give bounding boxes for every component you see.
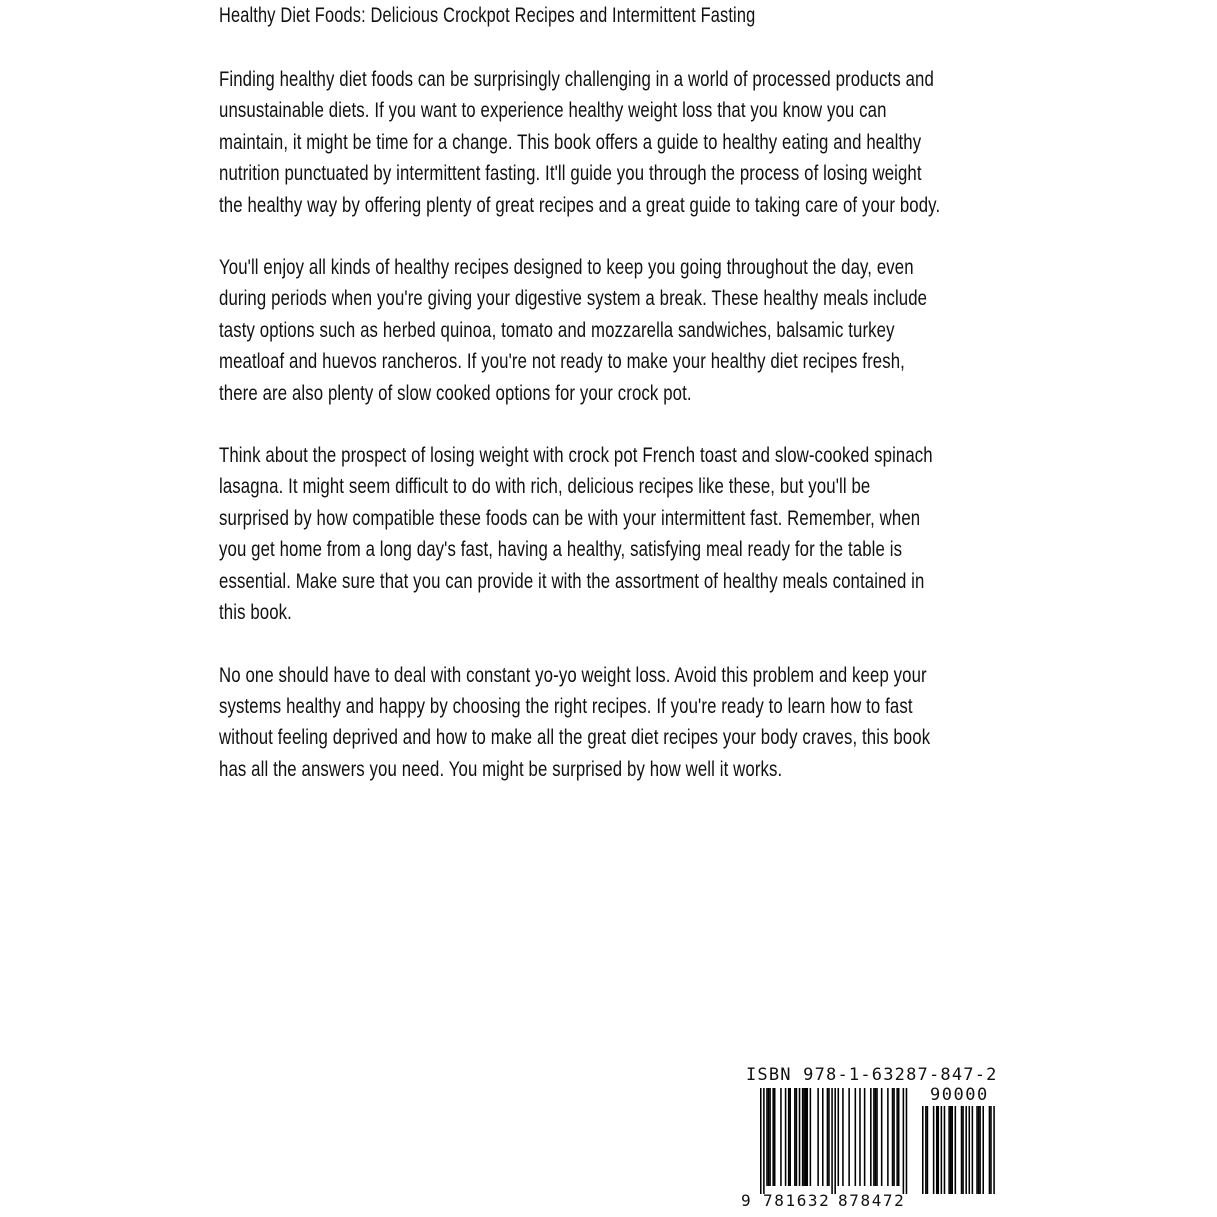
blurb-paragraph bbox=[219, 660, 991, 786]
barcode-bar bbox=[848, 1088, 850, 1186]
barcode-bar bbox=[898, 1088, 900, 1186]
barcode-addon-bar bbox=[950, 1106, 952, 1194]
barcode-addon-bar bbox=[962, 1106, 964, 1194]
barcode-guard-bar bbox=[760, 1088, 762, 1194]
barcode-addon-bar bbox=[925, 1106, 927, 1194]
blurb-line: Finding healthy diet foods can be surprisingly challenging in a world of processed products and bbox=[219, 67, 934, 91]
barcode-bar bbox=[789, 1088, 791, 1186]
barcode-bar bbox=[766, 1088, 768, 1186]
barcode-addon-bar bbox=[972, 1106, 974, 1194]
barcode-bar bbox=[802, 1088, 804, 1186]
barcode-guard-bar bbox=[763, 1088, 765, 1194]
barcode-bar bbox=[803, 1088, 805, 1186]
barcode-bar bbox=[828, 1088, 830, 1186]
blurb-paragraph bbox=[219, 64, 991, 221]
barcode-addon-number: 90000 bbox=[930, 1085, 989, 1105]
barcode-addon-bar bbox=[976, 1106, 978, 1194]
blurb-line: You'll enjoy all kinds of healthy recipes designed to keep you going throughout the day, even bbox=[219, 255, 914, 280]
barcode-addon-bar bbox=[990, 1106, 992, 1194]
barcode-bar bbox=[855, 1088, 857, 1186]
barcode-bar bbox=[807, 1088, 809, 1186]
barcode-addon-bar bbox=[955, 1106, 957, 1194]
blurb-line: systems healthy and happy by choosing the right recipes. If you're ready to learn how to fast bbox=[219, 693, 913, 718]
barcode-addon-bar bbox=[948, 1106, 950, 1194]
barcode-bar bbox=[881, 1088, 883, 1186]
blurb-line: surprised by how compatible these foods can be with your intermittent fast. Remember, when bbox=[219, 505, 921, 530]
barcode-bar bbox=[780, 1088, 782, 1186]
ean-left-digits: 781632 bbox=[763, 1191, 831, 1210]
barcode-bar bbox=[774, 1088, 776, 1186]
barcode-guard-bar bbox=[906, 1088, 908, 1194]
barcode-bar bbox=[817, 1088, 819, 1186]
barcode-addon-bar bbox=[993, 1106, 995, 1194]
barcode-guard-bar bbox=[831, 1088, 833, 1194]
blurb-line: there are also plenty of slow cooked options for your crock pot. bbox=[219, 380, 692, 405]
blurb-line: meatloaf and huevos rancheros. If you're not ready to make your healthy diet recipes fresh, bbox=[219, 349, 905, 374]
barcode-bar bbox=[876, 1088, 878, 1186]
barcode-bar bbox=[796, 1088, 798, 1186]
barcode-bars bbox=[740, 1084, 1000, 1194]
blurb-line: tasty options such as herbed quinoa, tomato and mozzarella sandwiches, balsamic turkey bbox=[219, 317, 895, 342]
blurb-line: essential. Make sure that you can provide it with the assortment of healthy meals contained in bbox=[219, 568, 925, 593]
barcode-bar bbox=[827, 1088, 829, 1186]
barcode-guard-bar bbox=[834, 1088, 836, 1194]
blurb-line: this book. bbox=[219, 600, 292, 625]
isbn-barcode bbox=[740, 1064, 1000, 1214]
barcode-bar bbox=[887, 1088, 889, 1186]
barcode-bar bbox=[870, 1088, 872, 1186]
barcode-bar bbox=[805, 1088, 807, 1186]
barcode-bar bbox=[859, 1088, 861, 1186]
barcode-addon-bar bbox=[989, 1106, 991, 1194]
barcode-addon-bar bbox=[922, 1106, 924, 1194]
barcode-addon-bar bbox=[961, 1106, 963, 1194]
book-title: Healthy Diet Foods: Delicious Crockpot Recipes and Intermittent Fasting bbox=[219, 4, 756, 27]
isbn-label: ISBN 978-1-63287-847-2 bbox=[746, 1065, 998, 1085]
barcode-bar bbox=[893, 1088, 895, 1186]
barcode-addon-bar bbox=[982, 1106, 984, 1194]
barcode-bar bbox=[838, 1088, 840, 1186]
barcode-addon-bar bbox=[979, 1106, 981, 1194]
barcode-addon-bar bbox=[951, 1106, 953, 1194]
barcode-bar bbox=[822, 1088, 824, 1186]
barcode-bar bbox=[892, 1088, 894, 1186]
blurb-line: No one should have to deal with constant yo-yo weight loss. Avoid this problem and keep your bbox=[219, 662, 927, 687]
blurb-line: during periods when you're giving your digestive system a break. These healthy meals include bbox=[219, 286, 928, 311]
barcode-bar bbox=[873, 1088, 875, 1186]
barcode-addon-bar bbox=[936, 1106, 938, 1194]
barcode-bar bbox=[785, 1088, 787, 1186]
barcode-addon-bar bbox=[927, 1106, 929, 1194]
barcode-bar bbox=[769, 1088, 771, 1186]
blurb-line: maintain, it might be time for a change. This book offers a guide to healthy eating and healthy bbox=[219, 129, 922, 154]
blurb-line: lasagna. It might seem difficult to do with rich, delicious recipes like these, but you'll be bbox=[219, 474, 871, 499]
barcode-addon-bar bbox=[941, 1106, 943, 1194]
barcode-addon-bar bbox=[944, 1106, 946, 1194]
blurb-line: without feeling deprived and how to make all the great diet recipes your body craves, this book bbox=[219, 725, 931, 750]
barcode-bar bbox=[768, 1088, 770, 1186]
blurb-line: nutrition punctuated by intermittent fasting. It'll guide you through the process of losing weight bbox=[219, 161, 922, 186]
blurb-line: Think about the prospect of losing weight with crock pot French toast and slow-cooked spinach bbox=[219, 443, 933, 468]
blurb-line: you get home from a long day's fast, having a healthy, satisfying meal ready for the table is bbox=[219, 537, 903, 562]
barcode-addon-bar bbox=[978, 1106, 980, 1194]
barcode-guard-bar bbox=[903, 1088, 905, 1194]
barcode-bar bbox=[896, 1088, 898, 1186]
blurb-line: unsustainable diets. If you want to experience healthy weight loss that you know you can bbox=[219, 98, 887, 123]
blurb-paragraph bbox=[219, 440, 991, 628]
barcode-bar bbox=[810, 1088, 812, 1186]
barcode-bar bbox=[864, 1088, 866, 1186]
blurb-line: the healthy way by offering plenty of great recipes and a great guide to taking care of your body. bbox=[219, 192, 941, 217]
blurb-text bbox=[219, 64, 991, 816]
barcode-bar bbox=[875, 1088, 877, 1186]
ean-first-digit: 9 bbox=[741, 1191, 751, 1210]
barcode-addon-bar bbox=[938, 1106, 940, 1194]
barcode-addon-bar bbox=[933, 1106, 935, 1194]
barcode-bar bbox=[794, 1088, 796, 1186]
blurb-line: has all the answers you need. You might be surprised by how well it works. bbox=[219, 756, 783, 781]
barcode-bar bbox=[772, 1088, 774, 1186]
blurb-paragraph bbox=[219, 252, 991, 409]
barcode-addon-bar bbox=[969, 1106, 971, 1194]
barcode-addon-bar bbox=[965, 1106, 967, 1194]
barcode-bar bbox=[788, 1088, 790, 1186]
ean-right-digits: 878472 bbox=[838, 1191, 906, 1210]
barcode-bar bbox=[799, 1088, 801, 1186]
barcode-bar bbox=[842, 1088, 844, 1186]
